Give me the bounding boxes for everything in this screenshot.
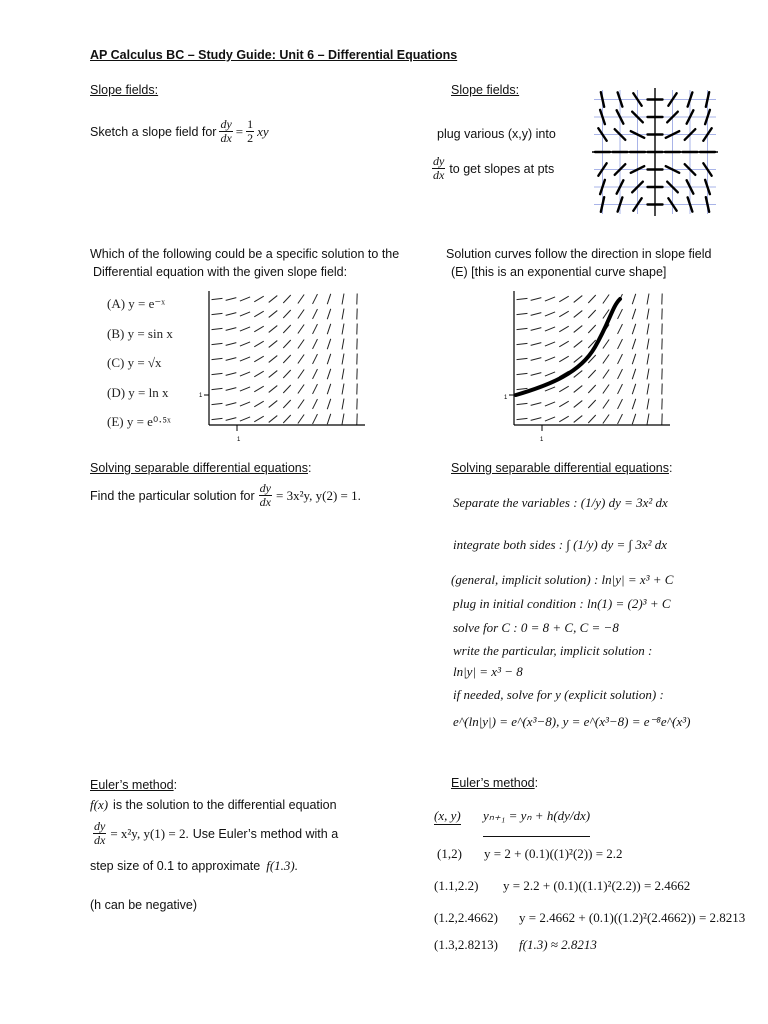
- slope-segment: [632, 369, 635, 379]
- solution-question-line-1: Which of the following could be a specific solution to the: [90, 247, 400, 261]
- separable-step-2: integrate both sides : ∫ (1/y) dy = ∫ 3x² dx: [453, 537, 668, 552]
- slope-segment: [269, 311, 278, 318]
- euler-row-2-pt: (1.1,2.2): [434, 878, 479, 893]
- slope-segment: [342, 324, 344, 335]
- slope-segment: [254, 371, 263, 377]
- option-e: (E) y = e⁰·⁵ˣ: [107, 414, 171, 429]
- slope-segment: [283, 310, 291, 318]
- eq-tail: xy: [257, 123, 269, 139]
- slope-segment: [632, 339, 635, 349]
- slope-segment: [588, 310, 596, 318]
- slope-segment: [632, 324, 635, 334]
- slope-segment: [342, 369, 344, 380]
- slope-segment: [588, 385, 596, 393]
- separable-step-6: write the particular, implicit solution :: [453, 643, 653, 658]
- frac-den: dx: [433, 168, 445, 182]
- slope-segment: [632, 294, 635, 304]
- slope-segment: [603, 414, 609, 423]
- slope-segment: [226, 373, 237, 376]
- slope-segment: [254, 326, 263, 332]
- slope-segment: [647, 309, 649, 320]
- frac-den: dx: [259, 495, 271, 509]
- y-axis-label: 1: [199, 393, 203, 399]
- slope-segment: [574, 326, 583, 333]
- euler-row-1-calc: y = 2 + (0.1)((1)²(2)) = 2.2: [484, 846, 623, 861]
- slope-segment: [342, 384, 344, 395]
- dy-dx-fraction: [259, 482, 272, 509]
- slope-segment: [531, 328, 542, 331]
- slope-segment: [212, 358, 223, 359]
- slope-segment: [588, 325, 596, 333]
- x-axis-label: 1: [237, 437, 241, 443]
- slope-segment: [647, 414, 649, 425]
- slope-segment: [298, 369, 304, 378]
- slope-segment: [254, 416, 263, 422]
- slope-segment: [283, 325, 291, 333]
- separable-heading-left: [90, 461, 311, 475]
- frac-den: dx: [94, 833, 106, 847]
- slope-segment: [545, 387, 555, 391]
- slope-segment: [298, 414, 304, 423]
- y-axis-label: 1: [504, 395, 508, 401]
- slope-segment: [269, 341, 278, 348]
- slope-segment: [327, 354, 330, 364]
- slope-segment: [240, 387, 250, 391]
- separable-step-8: if needed, solve for y (explicit solution) :: [453, 687, 664, 702]
- euler-row-4-calc: f(1.3) ≈ 2.8213: [519, 937, 597, 952]
- slope-segment: [240, 372, 250, 376]
- slope-segment: [517, 358, 528, 359]
- slope-field-prompt: [90, 118, 269, 145]
- half-fraction: [246, 118, 254, 145]
- slope-segment: [559, 416, 568, 422]
- slope-segment: [342, 354, 344, 365]
- slope-segment: [298, 354, 304, 363]
- euler-row-3-calc: y = 2.4662 + (0.1)((1.2)²(2.4662)) = 2.8213: [519, 910, 746, 925]
- slope-field-answer-graph: [500, 285, 675, 445]
- slope-segment: [545, 402, 555, 406]
- slope-segment: [545, 327, 555, 331]
- slope-segment: [559, 326, 568, 332]
- heading-text: Solving separable differential equations: [90, 461, 308, 475]
- slope-field-instruction-2: [432, 155, 554, 182]
- slope-segment: [226, 358, 237, 361]
- euler-row-2-calc: y = 2.2 + (0.1)((1.1)²(2.2)) = 2.4662: [503, 878, 691, 893]
- separable-step-9: e^(ln|y|) = e^(x³−8), y = e^(x³−8) = e⁻⁸e^(x³): [453, 714, 691, 729]
- slope-segment: [588, 400, 596, 408]
- dy-dx-fraction: [219, 118, 232, 145]
- slope-field-heading-right: Slope fields:: [451, 83, 520, 97]
- separable-step-7: ln|y| = x³ − 8: [453, 664, 523, 679]
- slope-segment: [342, 294, 344, 305]
- slope-segment: [298, 309, 304, 318]
- option-d: (D) y = ln x: [107, 385, 169, 400]
- euler-col-formula: yₙ₊₁ = yₙ + h(dy/dx): [483, 808, 590, 837]
- slope-segment: [313, 414, 318, 424]
- euler-line-1: [90, 797, 337, 813]
- slope-segment: [574, 296, 583, 303]
- slope-segment: [313, 309, 318, 319]
- slope-segment: [212, 343, 223, 344]
- slope-segment: [283, 400, 291, 408]
- slope-segment: [603, 384, 609, 393]
- solution-answer-line-1: Solution curves follow the direction in slope field: [446, 247, 712, 261]
- slope-segment: [283, 295, 291, 303]
- slope-segment: [254, 356, 263, 362]
- slope-segment: [298, 324, 304, 333]
- euler-note: (h can be negative): [90, 898, 198, 912]
- slope-segment: [283, 370, 291, 378]
- slope-segment: [517, 343, 528, 344]
- slope-segment: [226, 298, 237, 301]
- heading-text: Euler’s method: [90, 778, 174, 792]
- slope-segment: [601, 197, 604, 212]
- slope-segment: [706, 197, 709, 212]
- slope-segment: [618, 414, 623, 424]
- slope-segment: [327, 309, 330, 319]
- slope-segment: [588, 295, 596, 303]
- slope-segment: [559, 311, 568, 317]
- slope-segment: [574, 401, 583, 408]
- slope-segment: [283, 415, 291, 423]
- slope-segment: [212, 388, 223, 389]
- euler-row-1-pt: (1,2): [437, 846, 462, 861]
- slope-segment: [647, 339, 649, 350]
- slope-segment: [618, 309, 623, 319]
- slope-segment: [647, 294, 649, 305]
- slope-field-heading-left: Slope fields:: [90, 83, 159, 97]
- slope-segment: [618, 369, 623, 379]
- separable-heading-right: [451, 461, 672, 475]
- slope-segment: [574, 416, 583, 423]
- slope-segment: [212, 403, 223, 404]
- slope-segment: [603, 399, 609, 408]
- slope-segment: [545, 297, 555, 301]
- prompt-text: Find the particular solution for: [90, 488, 255, 503]
- slope-segment: [313, 324, 318, 334]
- separable-step-3: (general, implicit solution) : ln|y| = x³ + C: [451, 572, 674, 587]
- heading-text: Solving separable differential equations: [451, 461, 669, 475]
- slope-segment: [240, 417, 250, 421]
- solution-question-line-2: Differential equation with the given slope field:: [93, 265, 348, 279]
- slope-segment: [254, 296, 263, 302]
- slope-segment: [647, 384, 649, 395]
- slope-segment: [240, 342, 250, 346]
- option-c: (C) y = √x: [107, 355, 162, 370]
- heading-colon: :: [668, 461, 673, 475]
- slope-segment: [342, 339, 344, 350]
- slope-segment: [342, 309, 344, 320]
- slope-segment: [706, 92, 709, 107]
- slope-segment: [574, 386, 583, 393]
- slope-segment: [313, 399, 318, 409]
- slope-segment: [531, 403, 542, 406]
- option-b: (B) y = sin x: [107, 326, 173, 341]
- slope-segment: [632, 384, 635, 394]
- page-title: AP Calculus BC – Study Guide: Unit 6 – Differential Equations: [90, 48, 458, 62]
- slope-segment: [254, 311, 263, 317]
- slope-segment: [517, 388, 528, 389]
- slope-segment: [632, 309, 635, 319]
- frac-num: dy: [259, 481, 271, 495]
- slope-segment: [240, 357, 250, 361]
- frac-num: dy: [94, 819, 106, 833]
- slope-segment: [327, 369, 330, 379]
- separable-step-1: Separate the variables : (1/y) dy = 3x² dx: [453, 495, 668, 510]
- slope-segment: [574, 371, 583, 378]
- frac-num: dy: [433, 154, 445, 168]
- slope-segment: [212, 298, 223, 299]
- slope-segment: [647, 324, 649, 335]
- slope-segment: [342, 399, 344, 410]
- euler-col-xy: (x, y): [434, 808, 461, 823]
- slope-segment: [531, 358, 542, 361]
- slope-segment: [327, 399, 330, 409]
- slope-segment: [240, 312, 250, 316]
- slope-segment: [545, 417, 555, 421]
- slope-segment: [269, 386, 278, 393]
- slope-segment: [603, 339, 609, 348]
- slope-segment: [298, 384, 304, 393]
- slope-segment: [618, 339, 623, 349]
- slope-segment: [240, 297, 250, 301]
- slope-segment: [531, 418, 542, 421]
- slope-field-question-graph: [195, 285, 370, 445]
- line-text: step size of 0.1 to approximate: [90, 859, 261, 873]
- slope-segment: [269, 296, 278, 303]
- slope-segment: [327, 414, 330, 424]
- slope-segment: [212, 373, 223, 374]
- slope-segment: [601, 92, 604, 107]
- solution-answer-line-2: (E) [this is an exponential curve shape]: [451, 265, 667, 279]
- slope-segment: [559, 401, 568, 407]
- slope-segment: [327, 294, 330, 304]
- slope-segment: [342, 414, 344, 425]
- slope-segment: [545, 342, 555, 346]
- slope-segment: [269, 416, 278, 423]
- slope-segment: [269, 356, 278, 363]
- slope-segment: [226, 343, 237, 346]
- target-value: f(1.3).: [266, 858, 299, 873]
- slope-segment: [269, 326, 278, 333]
- slope-segment: [618, 384, 623, 394]
- slope-segment: [283, 385, 291, 393]
- slope-segment: [574, 341, 583, 348]
- slope-field-prompt-text: Sketch a slope field for: [90, 124, 217, 139]
- heading-colon: :: [173, 778, 178, 792]
- slope-segment: [226, 403, 237, 406]
- slope-segment: [269, 371, 278, 378]
- slope-segment: [226, 328, 237, 331]
- frac-num: dy: [220, 117, 232, 131]
- slope-segment: [254, 341, 263, 347]
- slope-segment: [517, 403, 528, 404]
- slope-segment: [632, 414, 635, 424]
- euler-line-2: [93, 820, 338, 847]
- slope-segment: [531, 343, 542, 346]
- slope-segment: [618, 354, 623, 364]
- separable-prompt: [90, 482, 361, 509]
- slope-segment: [603, 294, 609, 303]
- option-a: (A) y = e⁻ˣ: [107, 296, 166, 311]
- slope-segment: [517, 313, 528, 314]
- slope-segment: [545, 372, 555, 376]
- slope-segment: [226, 418, 237, 421]
- euler-row-4-pt: (1.3,2.8213): [434, 937, 498, 952]
- slope-segment: [559, 386, 568, 392]
- slope-segment: [647, 354, 649, 365]
- slope-segment: [327, 324, 330, 334]
- equation: = x²y, y(1) = 2.: [110, 825, 189, 841]
- dy-dx-fraction: [432, 155, 445, 182]
- slope-segment: [283, 355, 291, 363]
- slope-segment: [559, 296, 568, 302]
- slope-segment: [574, 311, 583, 318]
- euler-heading-right: [451, 776, 538, 790]
- slope-segment: [545, 312, 555, 316]
- slope-segment: [226, 313, 237, 316]
- slope-segment: [240, 402, 250, 406]
- slope-segment: [254, 386, 263, 392]
- function-name: f(x): [90, 797, 109, 812]
- slope-segment: [240, 327, 250, 331]
- dy-dx-fraction: [93, 820, 106, 847]
- line-text: is the solution to the differential equation: [113, 798, 337, 812]
- slope-segment: [254, 401, 263, 407]
- slope-segment: [313, 294, 318, 304]
- slope-segment: [517, 328, 528, 329]
- slope-segment: [559, 341, 568, 347]
- slope-segment: [313, 384, 318, 394]
- slope-segment: [632, 354, 635, 364]
- slope-segment: [212, 313, 223, 314]
- slope-segment: [632, 399, 635, 409]
- heading-colon: :: [307, 461, 312, 475]
- equals-sign: =: [235, 123, 244, 139]
- slope-segment: [588, 370, 596, 378]
- slope-field-small-graph: [588, 86, 722, 218]
- instruction-text: to get slopes at pts: [449, 161, 555, 176]
- slope-segment: [313, 369, 318, 379]
- slope-segment: [283, 340, 291, 348]
- eq-tail: = 3x²y, y(2) = 1.: [276, 487, 361, 503]
- slope-segment: [545, 357, 555, 361]
- slope-segment: [618, 324, 623, 334]
- slope-segment: [531, 298, 542, 301]
- slope-segment: [588, 415, 596, 423]
- slope-segment: [313, 339, 318, 349]
- separable-step-5: solve for C : 0 = 8 + C, C = −8: [453, 620, 619, 635]
- slope-segment: [531, 313, 542, 316]
- euler-row-3-pt: (1.2,2.4662): [434, 910, 498, 925]
- slope-segment: [517, 373, 528, 374]
- frac-num: 1: [247, 117, 254, 131]
- slope-segment: [517, 418, 528, 419]
- line-text: Use Euler’s method with a: [192, 826, 339, 841]
- slope-segment: [226, 388, 237, 391]
- slope-segment: [298, 339, 304, 348]
- slope-segment: [603, 369, 609, 378]
- slope-segment: [313, 354, 318, 364]
- euler-line-3: [90, 858, 298, 874]
- slope-segment: [559, 356, 568, 362]
- heading-colon: :: [534, 776, 539, 790]
- slope-segment: [212, 418, 223, 419]
- heading-text: Euler’s method: [451, 776, 535, 790]
- slope-segment: [298, 294, 304, 303]
- frac-den: dx: [220, 131, 232, 145]
- slope-segment: [647, 399, 649, 410]
- slope-segment: [269, 401, 278, 408]
- slope-segment: [517, 298, 528, 299]
- euler-heading-left: [90, 778, 177, 792]
- slope-field-instruction-1: plug various (x,y) into: [437, 127, 556, 141]
- slope-segment: [647, 369, 649, 380]
- x-axis-label: 1: [540, 437, 544, 443]
- slope-segment: [327, 384, 330, 394]
- slope-segment: [603, 354, 609, 363]
- slope-segment: [531, 373, 542, 376]
- slope-segment: [212, 328, 223, 329]
- slope-segment: [618, 399, 623, 409]
- slope-segment: [327, 339, 330, 349]
- slope-segment: [298, 399, 304, 408]
- separable-step-4: plug in initial condition : ln(1) = (2)³ + C: [453, 596, 671, 611]
- frac-den: 2: [247, 131, 254, 145]
